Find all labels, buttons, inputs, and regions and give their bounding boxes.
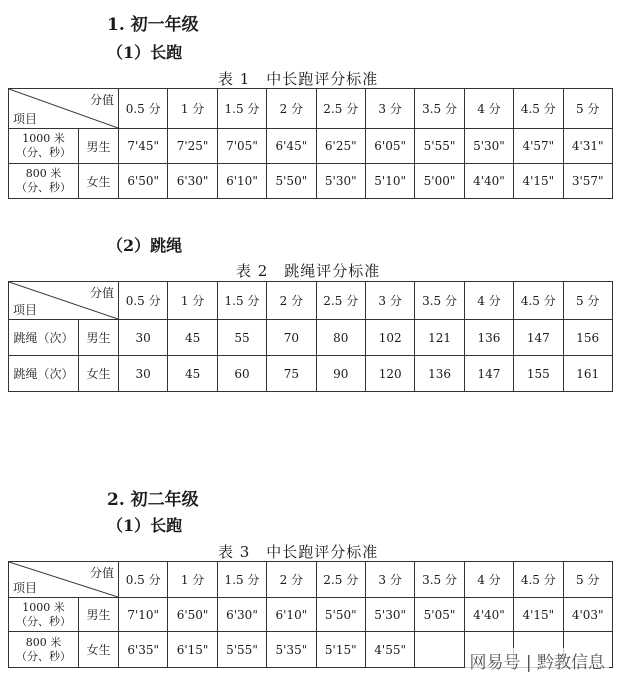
- score-col-header: 3 分: [365, 89, 414, 129]
- score-cell: 7'10": [119, 598, 168, 632]
- score-cell: 6'10": [267, 598, 316, 632]
- subheading-running-2: （1）长跑: [107, 516, 183, 535]
- subheading-rope-skipping: （2）跳绳: [107, 236, 183, 255]
- score-col-header: 4.5 分: [514, 282, 563, 320]
- score-cell: 5'55": [217, 632, 266, 668]
- header-diagonal-cell: [9, 89, 119, 129]
- item-line-2: （分、秒）: [16, 146, 71, 159]
- score-col-header: 3.5 分: [415, 562, 464, 598]
- score-col-header: 0.5 分: [119, 282, 168, 320]
- score-col-header: 2 分: [267, 89, 316, 129]
- score-cell: 4'15": [514, 164, 563, 199]
- score-cell: 6'50": [119, 164, 168, 199]
- score-cell: 6'50": [168, 598, 217, 632]
- score-cell: 161: [563, 356, 612, 392]
- score-cell: 156: [563, 320, 612, 356]
- score-cell: 7'05": [217, 129, 266, 164]
- item-line-2: （分、秒）: [16, 614, 71, 628]
- item-line-2: （分、秒）: [16, 649, 71, 663]
- score-col-header: 1.5 分: [217, 89, 266, 129]
- header-score-label: 分值: [89, 286, 114, 300]
- score-cell: 30: [119, 320, 168, 356]
- score-cell: 5'30": [316, 164, 365, 199]
- score-col-header: 3 分: [365, 562, 414, 598]
- score-cell: 147: [464, 356, 513, 392]
- score-col-header: 1.5 分: [217, 282, 266, 320]
- score-cell: 5'55": [415, 129, 464, 164]
- score-col-header: 4 分: [464, 562, 513, 598]
- watermark: 网易号 | 黔教信息: [465, 648, 609, 673]
- row-gender: 女生: [79, 164, 119, 199]
- score-cell: 102: [365, 320, 414, 356]
- row-item-label: [9, 164, 79, 199]
- score-cell: 60: [217, 356, 266, 392]
- score-cell: 155: [514, 356, 563, 392]
- table-2-caption: 表 2 跳绳评分标准: [236, 262, 381, 280]
- header-diagonal-cell: [9, 282, 119, 320]
- score-col-header: 2 分: [267, 282, 316, 320]
- header-diagonal-cell: [9, 562, 119, 598]
- table-3-caption: 表 3 中长跑评分标准: [218, 543, 379, 561]
- score-cell: 6'30": [217, 598, 266, 632]
- score-col-header: 0.5 分: [119, 89, 168, 129]
- score-col-header: 5 分: [563, 562, 612, 598]
- score-col-header: 1 分: [168, 89, 217, 129]
- score-col-header: 4 分: [464, 89, 513, 129]
- header-score-label: 分值: [89, 93, 114, 107]
- score-cell: 70: [267, 320, 316, 356]
- score-col-header: 5 分: [563, 89, 612, 129]
- row-gender: 男生: [79, 129, 119, 164]
- table-row: [9, 320, 613, 356]
- score-cell: 5'30": [464, 129, 513, 164]
- score-cell: 4'15": [514, 598, 563, 632]
- score-cell: 6'25": [316, 129, 365, 164]
- header-item-label: 项目: [13, 112, 38, 126]
- score-col-header: 1.5 分: [217, 562, 266, 598]
- score-cell: 4'03": [563, 598, 612, 632]
- score-cell: 7'25": [168, 129, 217, 164]
- score-cell: 5'10": [365, 164, 414, 199]
- score-cell: 147: [514, 320, 563, 356]
- score-cell: 6'15": [168, 632, 217, 668]
- score-cell: 136: [415, 356, 464, 392]
- table-row: [9, 356, 613, 392]
- score-col-header: 2.5 分: [316, 282, 365, 320]
- score-col-header: 3 分: [365, 282, 414, 320]
- score-col-header: 4.5 分: [514, 89, 563, 129]
- score-cell: 90: [316, 356, 365, 392]
- score-cell: 7'45": [119, 129, 168, 164]
- score-cell: 121: [415, 320, 464, 356]
- subheading-running-1: （1）长跑: [107, 43, 183, 62]
- score-cell: 5'00": [415, 164, 464, 199]
- score-col-header: 4.5 分: [514, 562, 563, 598]
- score-cell: 6'45": [267, 129, 316, 164]
- score-cell: 4'31": [563, 129, 612, 164]
- header-item-label: 项目: [13, 581, 38, 595]
- item-line-1: 1000 米: [22, 600, 65, 614]
- score-cell: 45: [168, 356, 217, 392]
- table-row: [9, 164, 613, 199]
- header-item-label: 项目: [13, 303, 38, 317]
- score-col-header: 2 分: [267, 562, 316, 598]
- item-line-2: （分、秒）: [16, 181, 71, 194]
- row-item-label: [9, 632, 79, 668]
- score-cell: 4'40": [464, 598, 513, 632]
- score-cell: 4'40": [464, 164, 513, 199]
- row-item-label: [9, 598, 79, 632]
- table-2-rope-grade7: [8, 281, 613, 392]
- score-cell: 5'35": [267, 632, 316, 668]
- score-cell: 75: [267, 356, 316, 392]
- score-cell: 5'50": [316, 598, 365, 632]
- score-cell: 4'55": [365, 632, 414, 668]
- row-gender: 男生: [79, 598, 119, 632]
- score-col-header: 1 分: [168, 562, 217, 598]
- score-col-header: 0.5 分: [119, 562, 168, 598]
- score-cell: 4'57": [514, 129, 563, 164]
- score-cell: [415, 632, 464, 668]
- score-col-header: 5 分: [563, 282, 612, 320]
- score-cell: 6'30": [168, 164, 217, 199]
- section-heading-grade8: 2. 初二年级: [107, 490, 199, 510]
- table-1-running-grade7: [8, 88, 613, 199]
- table-row: [9, 598, 613, 632]
- score-col-header: 1 分: [168, 282, 217, 320]
- row-gender: 女生: [79, 632, 119, 668]
- score-cell: 5'50": [267, 164, 316, 199]
- item-line-1: 1000 米: [22, 132, 65, 145]
- score-cell: 136: [464, 320, 513, 356]
- row-item-label: 跳绳（次）: [9, 320, 79, 356]
- item-line-1: 800 米: [25, 635, 62, 649]
- score-cell: 55: [217, 320, 266, 356]
- row-gender: 男生: [79, 320, 119, 356]
- score-cell: 6'35": [119, 632, 168, 668]
- score-col-header: 3.5 分: [415, 89, 464, 129]
- score-col-header: 2.5 分: [316, 89, 365, 129]
- score-cell: 80: [316, 320, 365, 356]
- row-gender: 女生: [79, 356, 119, 392]
- item-line-1: 800 米: [25, 167, 62, 180]
- section-heading-grade7: 1. 初一年级: [107, 15, 199, 35]
- table-1-caption: 表 1 中长跑评分标准: [218, 70, 379, 88]
- row-item-label: [9, 129, 79, 164]
- score-col-header: 2.5 分: [316, 562, 365, 598]
- score-cell: 30: [119, 356, 168, 392]
- header-score-label: 分值: [89, 566, 114, 580]
- score-col-header: 3.5 分: [415, 282, 464, 320]
- score-cell: 5'05": [415, 598, 464, 632]
- score-cell: 3'57": [563, 164, 612, 199]
- score-cell: 120: [365, 356, 414, 392]
- score-cell: 5'30": [365, 598, 414, 632]
- score-col-header: 4 分: [464, 282, 513, 320]
- score-cell: 5'15": [316, 632, 365, 668]
- row-item-label: 跳绳（次）: [9, 356, 79, 392]
- score-cell: 6'05": [365, 129, 414, 164]
- score-cell: 6'10": [217, 164, 266, 199]
- score-cell: 45: [168, 320, 217, 356]
- table-row: [9, 129, 613, 164]
